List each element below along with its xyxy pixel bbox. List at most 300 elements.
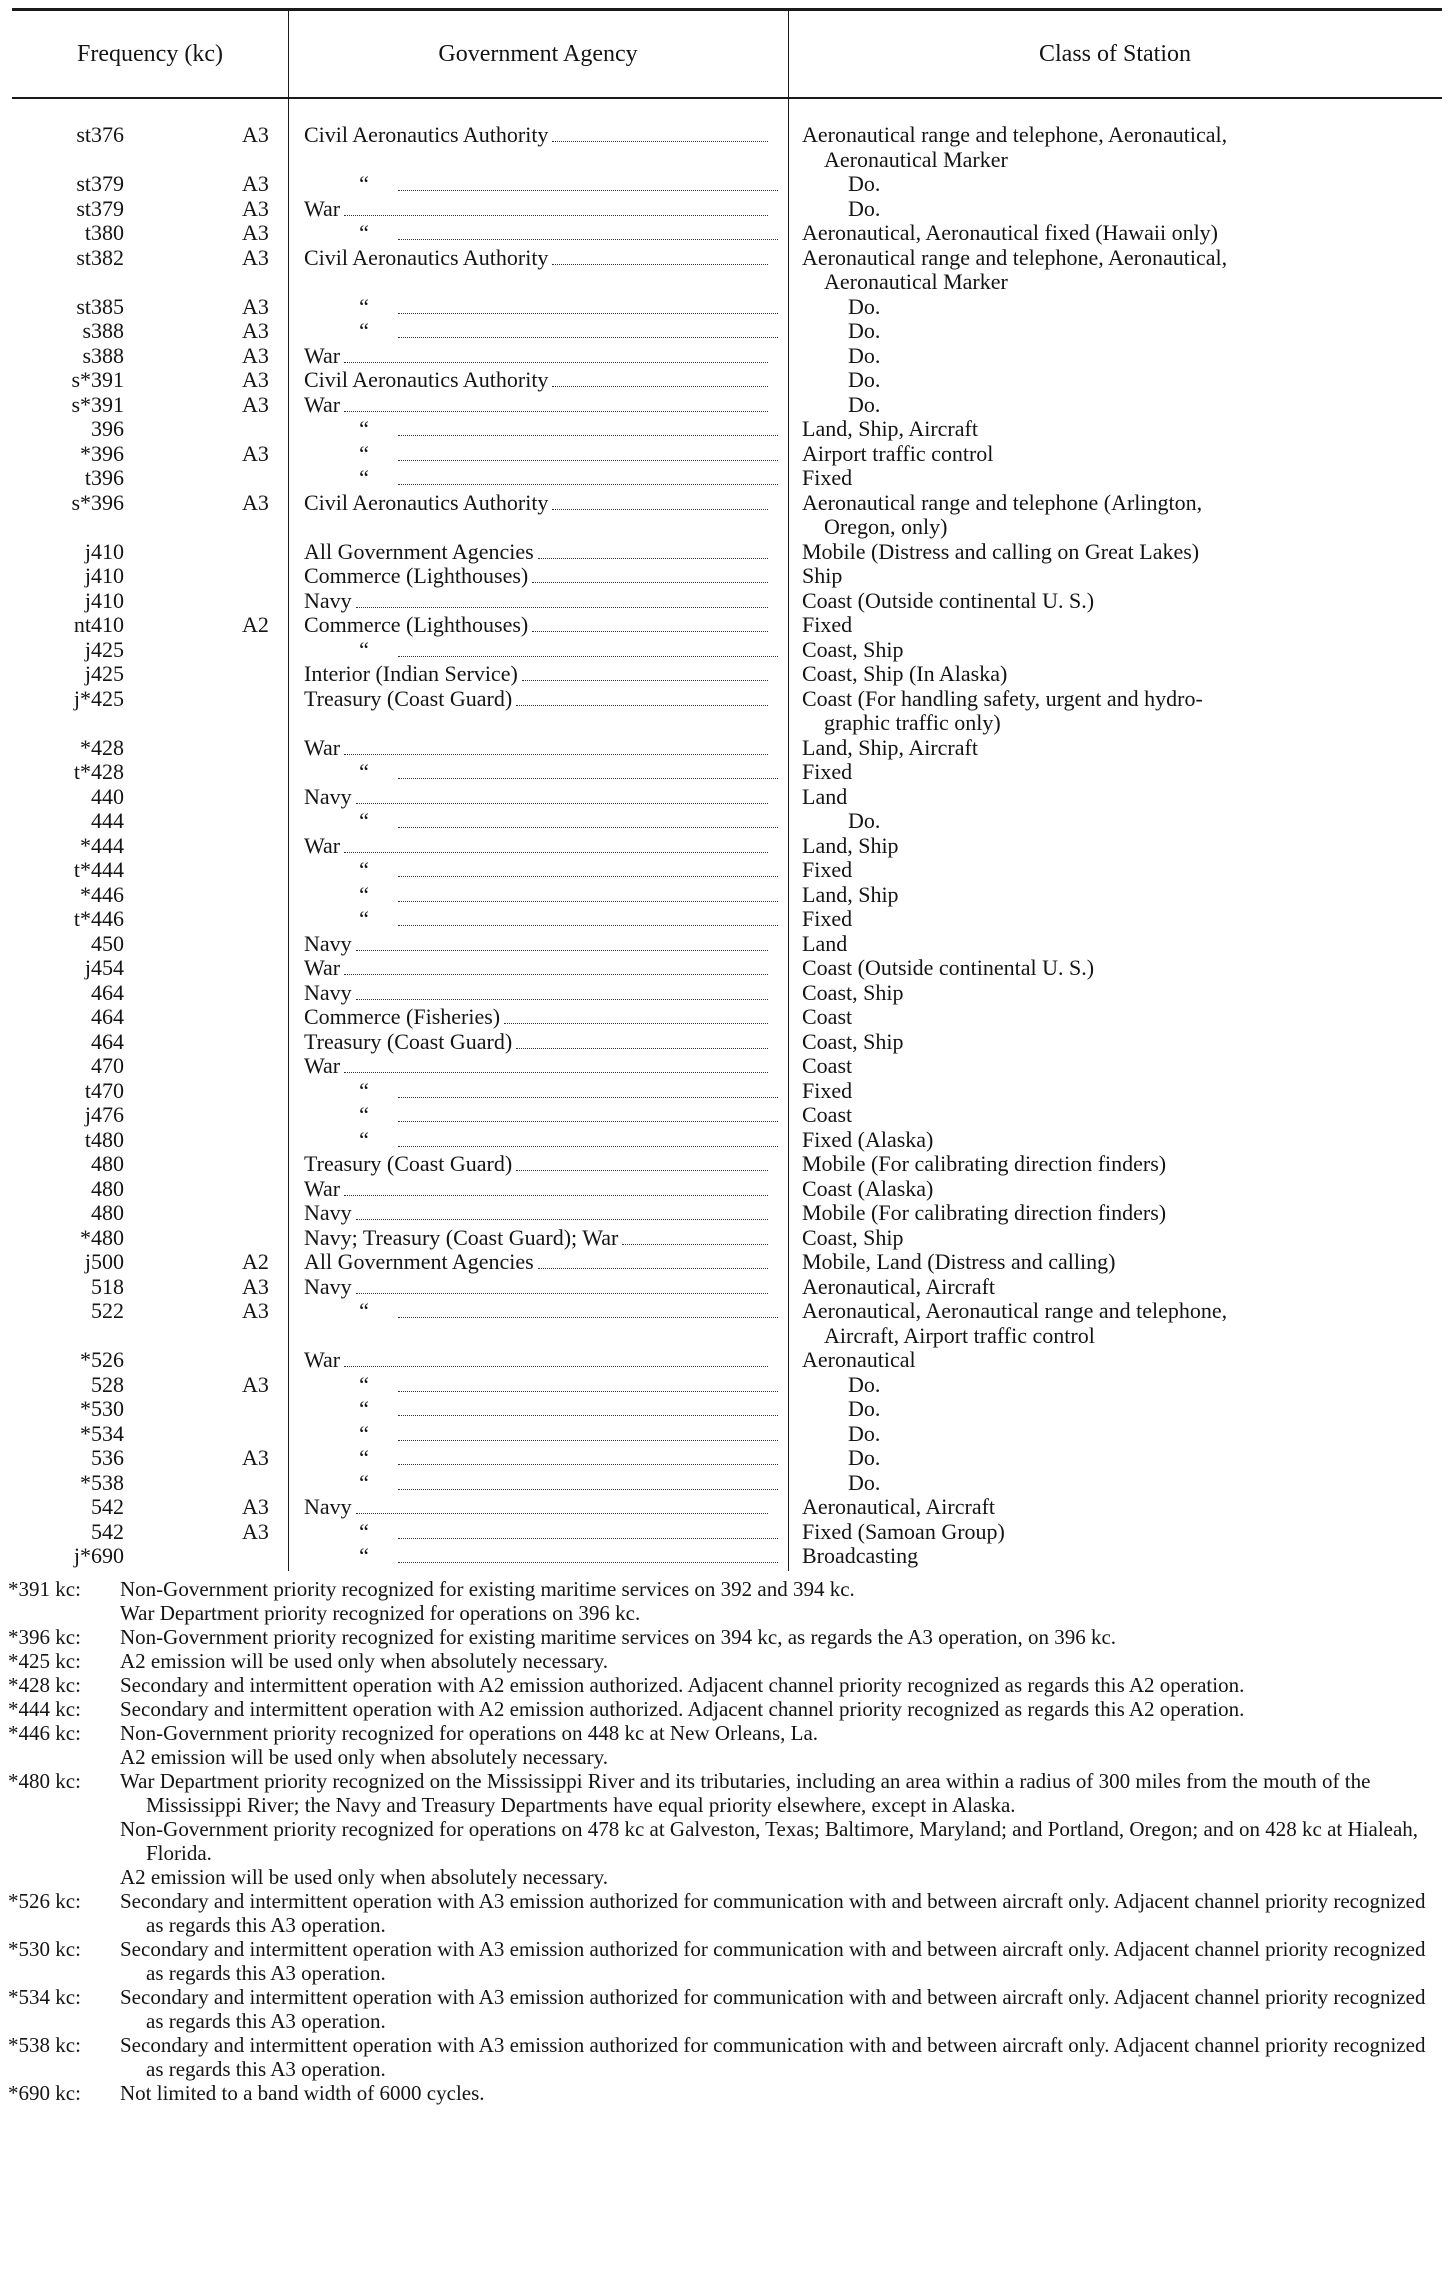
- dot-leader: [356, 802, 768, 804]
- emission-cell: A3: [242, 195, 269, 221]
- station-class-continuation: Aircraft, Airport traffic control: [824, 1322, 1095, 1348]
- dot-leader: [552, 508, 768, 510]
- table-row: [12, 1275, 1442, 1300]
- agency-text: “: [359, 1078, 369, 1103]
- frequency-cell: *444: [80, 832, 124, 858]
- station-class-text: Fixed: [802, 759, 853, 784]
- agency-cell: [304, 687, 778, 712]
- dot-leader: [356, 1218, 768, 1220]
- frequency-cell: j410: [84, 538, 124, 564]
- agency-text: “: [359, 294, 369, 319]
- frequency-cell: 470: [91, 1053, 124, 1078]
- footnote: [8, 1697, 1438, 1721]
- station-class-cell: [802, 1103, 1438, 1128]
- footnote-key: *425 kc:: [8, 1649, 81, 1673]
- station-class-text: Do.: [848, 367, 881, 392]
- station-class-cell: [802, 1348, 1438, 1373]
- station-class-text: Land, Ship: [802, 881, 899, 907]
- station-class-cell: [802, 564, 1438, 589]
- footnote-key: *690 kc:: [8, 2081, 81, 2105]
- station-class-cell: [802, 1495, 1438, 1520]
- emission-cell: A3: [242, 391, 269, 417]
- emission-cell: A3: [242, 122, 269, 147]
- frequency-cell: *530: [80, 1396, 124, 1421]
- agency-text: Interior (Indian Service): [304, 662, 518, 686]
- station-class-text: Broadcasting: [802, 1543, 919, 1568]
- station-class-cell: [802, 1250, 1438, 1275]
- table-row: [12, 638, 1442, 663]
- station-class-text: Coast: [802, 1004, 853, 1029]
- table-row: [12, 466, 1442, 491]
- agency-text: “: [359, 1470, 369, 1495]
- emission-cell: A3: [242, 220, 269, 245]
- dot-leader: [398, 777, 778, 779]
- column-divider: [288, 11, 289, 97]
- agency-text: Civil Aeronautics Authority: [304, 368, 549, 392]
- agency-text: “: [359, 1299, 369, 1323]
- frequency-cell: st379: [76, 171, 124, 196]
- station-class-text: Coast (Alaska): [802, 1175, 934, 1201]
- station-class-cell: [802, 1226, 1438, 1251]
- footnote-body: [120, 1985, 1438, 2033]
- station-class-cell: [802, 221, 1438, 246]
- agency-text: “: [359, 466, 369, 490]
- table-row: [12, 589, 1442, 614]
- station-class-cell: [802, 1005, 1438, 1030]
- footnote-line: A2 emission will be used only when absolutely necessary.: [120, 1745, 608, 1769]
- table-row: [12, 1201, 1442, 1226]
- station-class-text: Coast, Ship: [802, 636, 904, 662]
- station-class-cell: [802, 613, 1438, 638]
- agency-cell: [304, 295, 778, 320]
- agency-text: “: [359, 1372, 369, 1397]
- station-class-cell: [802, 1177, 1438, 1202]
- dot-leader: [398, 312, 778, 314]
- agency-text: Navy: [304, 931, 352, 956]
- station-class-text: Do.: [848, 171, 881, 196]
- emission-cell: A3: [242, 1494, 269, 1519]
- station-class-text: Aeronautical range and telephone (Arlington,: [802, 489, 1203, 515]
- table-row: [12, 1544, 1442, 1569]
- station-class-cell: [802, 1152, 1438, 1177]
- agency-cell: [304, 393, 778, 418]
- station-class-text: Aeronautical: [802, 1347, 916, 1372]
- table-row: [12, 1495, 1442, 1520]
- station-class-cell: [802, 858, 1438, 883]
- station-class-text: Do.: [848, 808, 881, 833]
- agency-text: “: [359, 882, 369, 907]
- station-class-cell: [802, 1275, 1438, 1300]
- table-row: [12, 564, 1442, 589]
- station-class-cell: [802, 956, 1438, 981]
- agency-text: “: [359, 417, 369, 441]
- station-class-text: Do.: [848, 1445, 881, 1470]
- agency-text: “: [359, 1127, 369, 1152]
- frequency-cell: j425: [84, 661, 124, 686]
- agency-text: War: [304, 196, 341, 221]
- station-class-text: Do.: [848, 1371, 881, 1397]
- frequency-cell: t470: [84, 1077, 124, 1103]
- station-class-text: Fixed: [802, 906, 853, 931]
- station-class-text: Fixed (Alaska): [802, 1126, 934, 1152]
- station-class-cell: [802, 295, 1438, 320]
- footnote-body: [120, 1721, 1438, 1769]
- agency-cell: [304, 1226, 778, 1251]
- station-class-text: Mobile, Land (Distress and calling): [802, 1249, 1116, 1274]
- table-row: [12, 197, 1442, 222]
- footnote-body: [120, 1577, 1438, 1625]
- footnote-key: *538 kc:: [8, 2033, 81, 2057]
- station-class-cell: [802, 1520, 1438, 1545]
- agency-cell: [304, 540, 778, 565]
- footnote-line: Secondary and intermittent operation with A3 emission authorized for communication with and between aircraft only. Adjacent channel priority recognized as regards this A3 operation.: [120, 1937, 1426, 1985]
- station-class-cell: [802, 785, 1438, 810]
- agency-cell: [304, 1520, 778, 1545]
- dot-leader: [344, 1071, 768, 1073]
- frequency-cell: j410: [84, 587, 124, 613]
- dot-leader: [344, 1365, 768, 1367]
- agency-cell: [304, 1103, 778, 1128]
- table-row: [12, 1128, 1442, 1153]
- station-class-text: Coast: [802, 1053, 853, 1078]
- agency-text: War: [304, 956, 341, 980]
- agency-text: War: [304, 1176, 341, 1201]
- footnote-key: *391 kc:: [8, 1577, 81, 1601]
- dot-leader: [344, 214, 768, 216]
- emission-cell: A3: [242, 244, 269, 270]
- dot-leader: [552, 263, 768, 265]
- footnote-body: [120, 1889, 1438, 1937]
- column-divider: [788, 11, 789, 97]
- table-row: [12, 393, 1442, 418]
- table-row: [12, 540, 1442, 565]
- frequency-cell: *428: [80, 734, 124, 760]
- dot-leader: [344, 1194, 768, 1196]
- agency-text: “: [359, 1544, 369, 1568]
- dot-leader: [516, 704, 768, 706]
- station-class-text: Fixed: [802, 857, 853, 882]
- table-row: [12, 809, 1442, 834]
- emission-cell: A3: [242, 489, 269, 515]
- agency-cell: [304, 417, 778, 442]
- dot-leader: [356, 949, 768, 951]
- table-row: [12, 1152, 1442, 1177]
- dot-leader: [398, 1561, 778, 1563]
- station-class-text: Aeronautical, Aeronautical fixed (Hawaii only): [802, 220, 1219, 245]
- frequency-cell: *480: [80, 1224, 124, 1250]
- footnote-line: Non-Government priority recognized for existing maritime services on 392 and 394 kc.: [120, 1577, 855, 1601]
- footnote-body: [120, 2033, 1438, 2081]
- station-class-cell: [802, 736, 1438, 761]
- station-class-cell: [802, 760, 1438, 785]
- frequency-cell: t*446: [73, 906, 124, 931]
- station-class-cell: [802, 1373, 1438, 1398]
- frequency-cell: 464: [91, 1028, 124, 1054]
- agency-cell: [304, 785, 778, 810]
- agency-text: Navy: [304, 980, 352, 1005]
- dot-leader: [532, 581, 768, 583]
- agency-text: War: [304, 833, 341, 858]
- dot-leader: [398, 1096, 778, 1098]
- station-class-cell: [802, 368, 1438, 393]
- station-class-text: Do.: [848, 293, 881, 319]
- dot-leader: [504, 1022, 768, 1024]
- frequency-cell: s*396: [71, 489, 124, 515]
- table-row: [12, 1373, 1442, 1398]
- station-class-cell: [802, 1079, 1438, 1104]
- agency-text: Navy: [304, 588, 352, 613]
- agency-cell: [304, 1495, 778, 1520]
- dot-leader: [398, 336, 778, 338]
- agency-cell: [304, 466, 778, 491]
- frequency-cell: st376: [76, 122, 124, 147]
- footnote: [8, 2033, 1438, 2081]
- station-class-text: Coast (For handling safety, urgent and hydro-: [802, 685, 1203, 711]
- agency-cell: [304, 1201, 778, 1226]
- station-class-cell: [802, 1397, 1438, 1422]
- footnote-line: War Department priority recognized on the Mississippi River and its tributaries, including an area within a radius of 300 miles from the mouth of the Mississippi River; the Navy and Treasury Departments have equal priority elsewhere, except in Alaska.: [120, 1769, 1371, 1817]
- agency-text: Treasury (Coast Guard): [304, 1029, 513, 1054]
- footnote-line: A2 emission will be used only when absolutely necessary.: [120, 1865, 608, 1889]
- table-row: [12, 295, 1442, 320]
- frequency-cell: st379: [76, 195, 124, 221]
- dot-leader: [356, 606, 768, 608]
- footnote: [8, 1625, 1438, 1649]
- station-class-text: Land: [802, 783, 848, 809]
- frequency-cell: t*428: [73, 759, 124, 784]
- station-class-cell: [802, 981, 1438, 1006]
- agency-text: Civil Aeronautics Authority: [304, 123, 549, 147]
- station-class-cell: [802, 466, 1438, 491]
- station-class-text: Mobile (Distress and calling on Great Lakes): [802, 538, 1200, 564]
- footnote-line: Non-Government priority recognized for existing maritime services on 394 kc, as regards the A3 operation, on 396 kc.: [120, 1625, 1117, 1649]
- agency-cell: [304, 1299, 778, 1324]
- station-class-cell: [802, 417, 1438, 442]
- footnote: [8, 1649, 1438, 1673]
- table-row: [12, 1520, 1442, 1545]
- station-class-cell: [802, 883, 1438, 908]
- footnote: [8, 1937, 1438, 1985]
- agency-text: Civil Aeronautics Authority: [304, 490, 549, 515]
- footnote-line: Secondary and intermittent operation with A3 emission authorized for communication with and between aircraft only. Adjacent channel priority recognized as regards this A3 operation.: [120, 1985, 1426, 2033]
- footnote-line: Non-Government priority recognized for operations on 448 kc at New Orleans, La.: [120, 1721, 819, 1745]
- station-class-cell: [802, 1471, 1438, 1496]
- agency-cell: [304, 319, 778, 344]
- agency-text: “: [359, 760, 369, 784]
- footnote: [8, 1721, 1438, 1769]
- station-class-cell: [802, 246, 1438, 295]
- frequency-cell: t380: [84, 220, 124, 245]
- dot-leader: [344, 410, 768, 412]
- agency-cell: [304, 197, 778, 222]
- station-class-text: Aeronautical range and telephone, Aeronautical,: [802, 244, 1228, 270]
- footnote-body: [120, 1649, 1438, 1673]
- table-row: [12, 687, 1442, 736]
- agency-text: Treasury (Coast Guard): [304, 1152, 513, 1176]
- table-row: [12, 1397, 1442, 1422]
- frequency-cell: t*444: [73, 857, 124, 882]
- frequency-cell: nt410: [73, 612, 124, 637]
- dot-leader: [398, 1537, 778, 1539]
- agency-text: “: [359, 319, 369, 343]
- footnote-body: [120, 1625, 1438, 1649]
- frequency-allocation-table: [12, 8, 1442, 1571]
- agency-text: “: [359, 858, 369, 882]
- station-class-text: Coast, Ship (In Alaska): [802, 661, 1008, 686]
- emission-cell: A3: [242, 1445, 269, 1470]
- station-class-cell: [802, 540, 1438, 565]
- frequency-cell: *396: [80, 440, 124, 466]
- table-row: [12, 1103, 1442, 1128]
- table-row: [12, 1348, 1442, 1373]
- agency-cell: [304, 1177, 778, 1202]
- frequency-cell: s*391: [71, 391, 124, 417]
- dot-leader: [398, 826, 778, 828]
- frequency-cell: 480: [91, 1200, 124, 1225]
- footnote-body: [120, 1697, 1438, 1721]
- agency-text: “: [359, 1421, 369, 1446]
- table-row: [12, 956, 1442, 981]
- table-row: [12, 981, 1442, 1006]
- table-row: [12, 1005, 1442, 1030]
- dot-leader: [398, 238, 778, 240]
- station-class-text: Coast, Ship: [802, 1028, 904, 1054]
- agency-cell: [304, 1422, 778, 1447]
- table-row: [12, 123, 1442, 172]
- station-class-cell: [802, 172, 1438, 197]
- dot-leader: [356, 1512, 768, 1514]
- dot-leader: [552, 385, 768, 387]
- station-class-cell: [802, 1128, 1438, 1153]
- frequency-cell: s388: [82, 342, 124, 368]
- dot-leader: [532, 630, 768, 632]
- station-class-text: Ship: [802, 563, 843, 588]
- frequency-cell: 444: [91, 808, 124, 833]
- agency-cell: [304, 858, 778, 883]
- dot-leader: [398, 1463, 778, 1465]
- agency-cell: [304, 834, 778, 859]
- table-row: [12, 172, 1442, 197]
- agency-text: Navy; Treasury (Coast Guard); War: [304, 1225, 619, 1250]
- table-row: [12, 858, 1442, 883]
- footnote-key: *480 kc:: [8, 1769, 81, 1793]
- table-row: [12, 760, 1442, 785]
- dot-leader: [398, 655, 778, 657]
- footnote-key: *534 kc:: [8, 1985, 81, 2009]
- table-row: [12, 736, 1442, 761]
- frequency-cell: st382: [76, 244, 124, 270]
- footnote-key: *446 kc:: [8, 1721, 81, 1745]
- agency-text: “: [359, 441, 369, 466]
- table-row: [12, 1471, 1442, 1496]
- dot-leader: [398, 1390, 778, 1392]
- table-row: [12, 1030, 1442, 1055]
- footnote: [8, 1769, 1438, 1889]
- station-class-cell: [802, 319, 1438, 344]
- emission-cell: A3: [242, 1371, 269, 1397]
- footnote-body: [120, 1937, 1438, 1985]
- table-row: [12, 662, 1442, 687]
- agency-text: Navy: [304, 784, 352, 809]
- frequency-cell: 518: [91, 1273, 124, 1299]
- emission-cell: A3: [242, 318, 269, 343]
- station-class-text: Land, Ship, Aircraft: [802, 734, 978, 760]
- station-class-text: Do.: [848, 195, 881, 221]
- dot-leader: [344, 753, 768, 755]
- agency-cell: [304, 883, 778, 908]
- station-class-cell: [802, 638, 1438, 663]
- station-class-continuation: Oregon, only): [824, 514, 948, 539]
- station-class-text: Do.: [848, 342, 881, 368]
- frequency-cell: j*425: [73, 685, 124, 711]
- footnote-key: *526 kc:: [8, 1889, 81, 1913]
- station-class-cell: [802, 662, 1438, 687]
- frequency-cell: t480: [84, 1126, 124, 1152]
- footnote-key: *428 kc:: [8, 1673, 81, 1697]
- dot-leader: [356, 1292, 768, 1294]
- agency-text: War: [304, 392, 341, 417]
- station-class-text: Do.: [848, 318, 881, 343]
- agency-cell: [304, 1152, 778, 1177]
- footnote: [8, 2081, 1438, 2105]
- table-row: [12, 344, 1442, 369]
- frequency-cell: *526: [80, 1347, 124, 1372]
- agency-text: “: [359, 221, 369, 245]
- station-class-cell: [802, 1030, 1438, 1055]
- emission-cell: A3: [242, 440, 269, 466]
- table-row: [12, 1446, 1442, 1471]
- agency-cell: [304, 368, 778, 393]
- agency-cell: [304, 564, 778, 589]
- station-class-cell: [802, 123, 1438, 172]
- frequency-cell: *534: [80, 1420, 124, 1446]
- footnote-line: A2 emission will be used only when absolutely necessary.: [120, 1649, 608, 1673]
- table-row: [12, 907, 1442, 932]
- dot-leader: [516, 1047, 768, 1049]
- table-row: [12, 442, 1442, 467]
- footnote-body: [120, 2081, 1438, 2105]
- station-class-text: Coast (Outside continental U. S.): [802, 955, 1095, 980]
- agency-text: Commerce (Lighthouses): [304, 564, 529, 588]
- station-class-cell: [802, 1201, 1438, 1226]
- table-row: [12, 1054, 1442, 1079]
- dot-leader: [344, 851, 768, 853]
- dot-leader: [398, 875, 778, 877]
- frequency-cell: 464: [91, 1004, 124, 1029]
- emission-cell: A2: [242, 1249, 269, 1274]
- footnote-line: Secondary and intermittent operation with A3 emission authorized for communication with and between aircraft only. Adjacent channel priority recognized as regards this A3 operation.: [120, 2033, 1426, 2081]
- emission-cell: A3: [242, 1518, 269, 1544]
- frequency-cell: 522: [91, 1298, 124, 1323]
- table-row: [12, 1422, 1442, 1447]
- frequency-cell: 542: [91, 1494, 124, 1519]
- station-class-text: Land, Ship: [802, 832, 899, 858]
- agency-text: Civil Aeronautics Authority: [304, 245, 549, 270]
- dot-leader: [538, 557, 768, 559]
- station-class-text: Mobile (For calibrating direction finders): [802, 1200, 1167, 1225]
- agency-text: “: [359, 809, 369, 833]
- station-class-text: Land, Ship, Aircraft: [802, 416, 978, 441]
- footnote-key: *396 kc:: [8, 1625, 81, 1649]
- agency-text: “: [359, 1519, 369, 1544]
- dot-leader: [398, 924, 778, 926]
- agency-cell: [304, 1054, 778, 1079]
- footnote-line: Non-Government priority recognized for operations on 478 kc at Galveston, Texas; Baltimore, Maryland; and Portland, Oregon; and on 428 kc at Hialeah, Florida.: [120, 1817, 1419, 1865]
- dot-leader: [344, 361, 768, 363]
- station-class-text: Coast: [802, 1102, 853, 1127]
- footnote: [8, 1889, 1438, 1937]
- station-class-continuation: graphic traffic only): [824, 710, 1001, 735]
